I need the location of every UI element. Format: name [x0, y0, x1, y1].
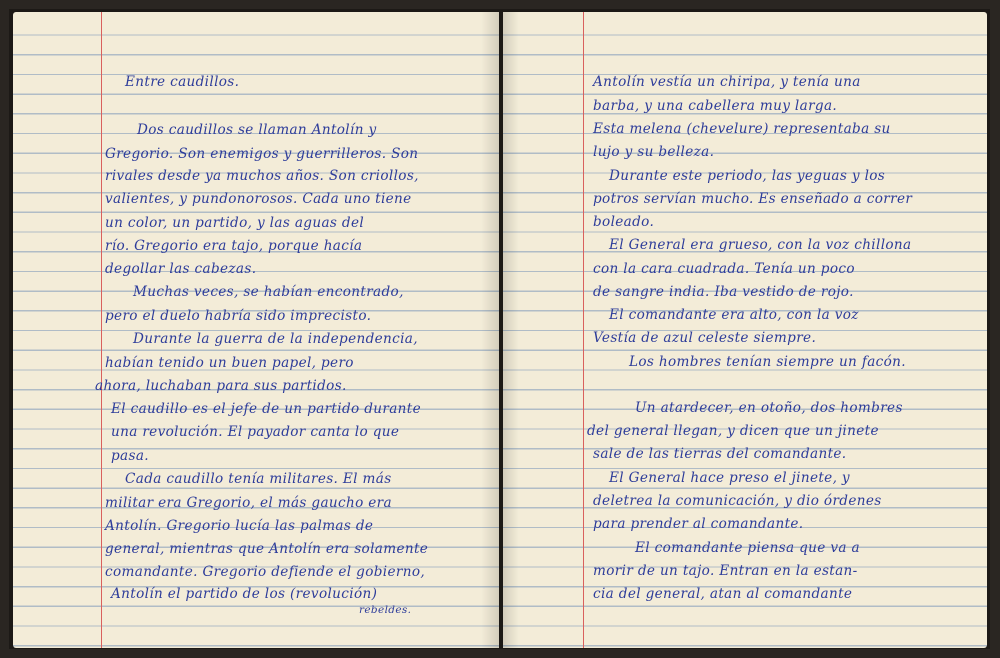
handwritten-line: pasa.	[111, 448, 149, 464]
handwritten-line: El comandante piensa que va a	[635, 540, 860, 556]
handwritten-line: Durante la guerra de la independencia,	[133, 331, 418, 347]
handwritten-line: Los hombres tenían siempre un facón.	[629, 354, 906, 370]
handwritten-line: para prender al comandante.	[593, 516, 804, 532]
left-page	[13, 12, 499, 648]
handwritten-line: general, mientras que Antolín era solamente	[105, 541, 429, 557]
handwritten-line: Antolín. Gregorio lucía las palmas de	[105, 518, 374, 534]
handwritten-line: barba, y una cabellera muy larga.	[593, 98, 838, 114]
handwritten-line: Antolín vestía un chiripa, y tenía una	[593, 74, 861, 90]
handwritten-line: El comandante era alto, con la voz	[609, 307, 859, 323]
handwritten-line: morir de un tajo. Entran en la estan-	[593, 563, 858, 579]
handwritten-line: del general llegan, y dicen que un jinete	[587, 423, 879, 439]
handwritten-line: un color, un partido, y las aguas del	[105, 215, 365, 231]
handwritten-line: habían tenido un buen papel, pero	[105, 355, 354, 371]
handwritten-line: sale de las tierras del comandante.	[593, 446, 847, 462]
handwritten-line: de sangre india. Iba vestido de rojo.	[593, 284, 854, 300]
handwritten-line: Un atardecer, en otoño, dos hombres	[635, 400, 903, 416]
handwritten-line: deletrea la comunicación, y dio órdenes	[593, 493, 882, 509]
handwritten-line: lujo y su belleza.	[593, 144, 715, 160]
handwritten-line: degollar las cabezas.	[105, 261, 257, 277]
handwritten-line: pero el duelo habría sido imprecisto.	[105, 308, 372, 324]
handwritten-line: cia del general, atan al comandante	[593, 586, 853, 602]
handwritten-line: comandante. Gregorio defiende el gobierno,	[105, 564, 426, 580]
right-page	[503, 12, 987, 648]
handwritten-line: Cada caudillo tenía militares. El más	[125, 471, 392, 487]
handwritten-line: Gregorio. Son enemigos y guerrilleros. Son	[105, 146, 419, 162]
handwritten-line: potros servían mucho. Es enseñado a correr	[593, 191, 913, 207]
handwritten-line: rebeldes.	[359, 604, 412, 616]
handwritten-line: valientes, y pundonorosos. Cada uno tiene	[105, 191, 412, 207]
handwritten-line: boleado.	[593, 214, 655, 230]
handwritten-line: Antolín el partido de los (revolución)	[111, 586, 378, 602]
handwritten-line: Dos caudillos se llaman Antolín y	[137, 122, 377, 138]
notebook-spread	[9, 9, 990, 649]
handwritten-line: una revolución. El payador canta lo que	[111, 424, 400, 440]
handwritten-line: El General hace preso el jinete, y	[609, 470, 850, 486]
handwritten-line: El General era grueso, con la voz chillona	[609, 237, 912, 253]
handwritten-line: El caudillo es el jefe de un partido durante	[111, 401, 421, 417]
handwritten-line: Muchas veces, se habían encontrado,	[133, 284, 404, 300]
handwritten-line: Durante este periodo, las yeguas y los	[609, 168, 886, 184]
handwritten-line: río. Gregorio era tajo, porque hacía	[105, 238, 363, 254]
handwritten-line: ahora, luchaban para sus partidos.	[95, 378, 347, 394]
handwritten-line: Entre caudillos.	[125, 74, 240, 90]
right-margin-line	[583, 12, 584, 648]
handwritten-line: rivales desde ya muchos años. Son criollos,	[105, 168, 419, 184]
handwritten-line: Esta melena (chevelure) representaba su	[593, 121, 891, 137]
handwritten-line: Vestía de azul celeste siempre.	[593, 330, 817, 346]
handwritten-line: con la cara cuadrada. Tenía un poco	[593, 261, 855, 277]
handwritten-line: militar era Gregorio, el más gaucho era	[105, 495, 392, 511]
left-margin-line	[101, 12, 102, 648]
